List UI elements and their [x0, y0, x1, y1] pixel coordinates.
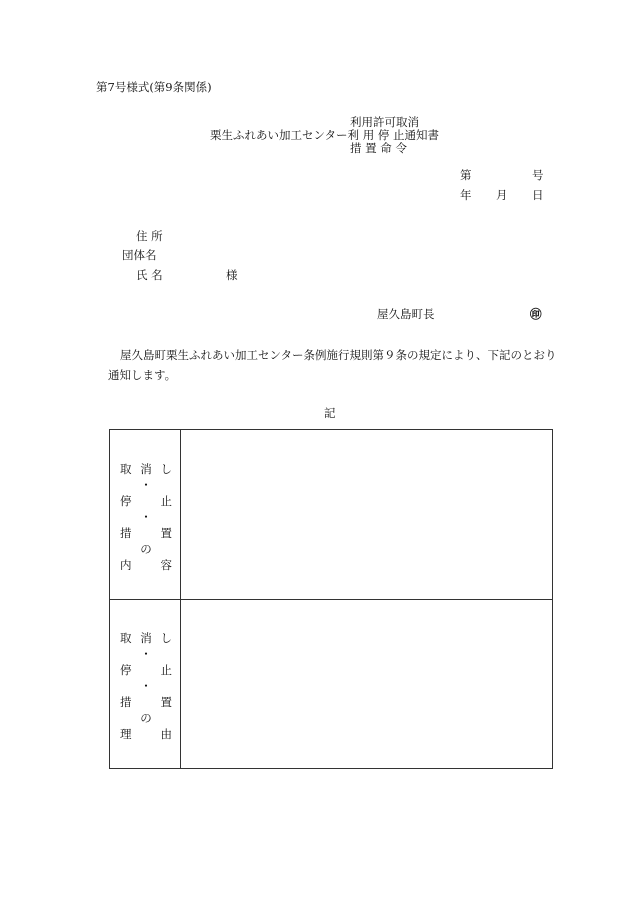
title-line-3: 措 置 命 令: [350, 141, 407, 155]
seal-mark: ㊞: [530, 307, 542, 321]
row2-dot-1: ・: [140, 647, 152, 661]
row2-l1b: 消: [140, 631, 152, 645]
row1-dot-1: ・: [140, 478, 152, 492]
honorific: 様: [226, 268, 238, 282]
date-day: 日: [532, 188, 544, 202]
row1-l1a: 取: [120, 462, 132, 476]
address-label: 住 所: [136, 229, 163, 243]
issuer-title: 屋久島町長: [377, 307, 435, 321]
row2-label: [120, 630, 172, 742]
row2-dot-2: ・: [140, 679, 152, 693]
date-year: 年: [460, 188, 472, 202]
row1-l4b: 容: [160, 558, 172, 572]
row1-content[interactable]: [181, 430, 553, 599]
row2-l2a: 停: [120, 663, 132, 677]
body-text: 屋久島町栗生ふれあい加工センター条例施行規則第９条の規定により、下記のとおり通知します。: [108, 348, 557, 382]
name-label: 氏 名: [136, 268, 163, 282]
row1-l4a: 内: [120, 558, 132, 572]
doc-number-prefix: 第: [460, 168, 472, 182]
detail-table: [109, 429, 553, 769]
row1-l1c: し: [160, 462, 172, 476]
title-line-1: 利用許可取消: [350, 115, 419, 129]
title-line-2: 栗生ふれあい加工センター利 用 停 止通知書: [210, 128, 440, 142]
row1-l2a: 停: [120, 494, 132, 508]
row2-no: の: [140, 711, 152, 725]
doc-number-suffix: 号: [532, 168, 544, 182]
row1-no: の: [140, 542, 152, 556]
row2-l1c: し: [160, 631, 172, 645]
row2-l4b: 由: [160, 727, 172, 741]
row1-dot-2: ・: [140, 510, 152, 524]
row1-l3b: 置: [160, 526, 172, 540]
row1-l2b: 止: [160, 494, 172, 508]
row1-l3a: 措: [120, 526, 132, 540]
form-number: 第7号様式(第9条関係): [96, 80, 212, 94]
row2-l4a: 理: [120, 727, 132, 741]
organization-label: 団体名: [122, 248, 157, 262]
ki-heading: 記: [324, 406, 336, 420]
row2-content[interactable]: [181, 600, 553, 769]
row1-label: [120, 461, 172, 573]
row2-l1a: 取: [120, 631, 132, 645]
row2-l3a: 措: [120, 695, 132, 709]
row1-l1b: 消: [140, 462, 152, 476]
row2-l2b: 止: [160, 663, 172, 677]
date-month: 月: [496, 188, 508, 202]
row2-l3b: 置: [160, 695, 172, 709]
